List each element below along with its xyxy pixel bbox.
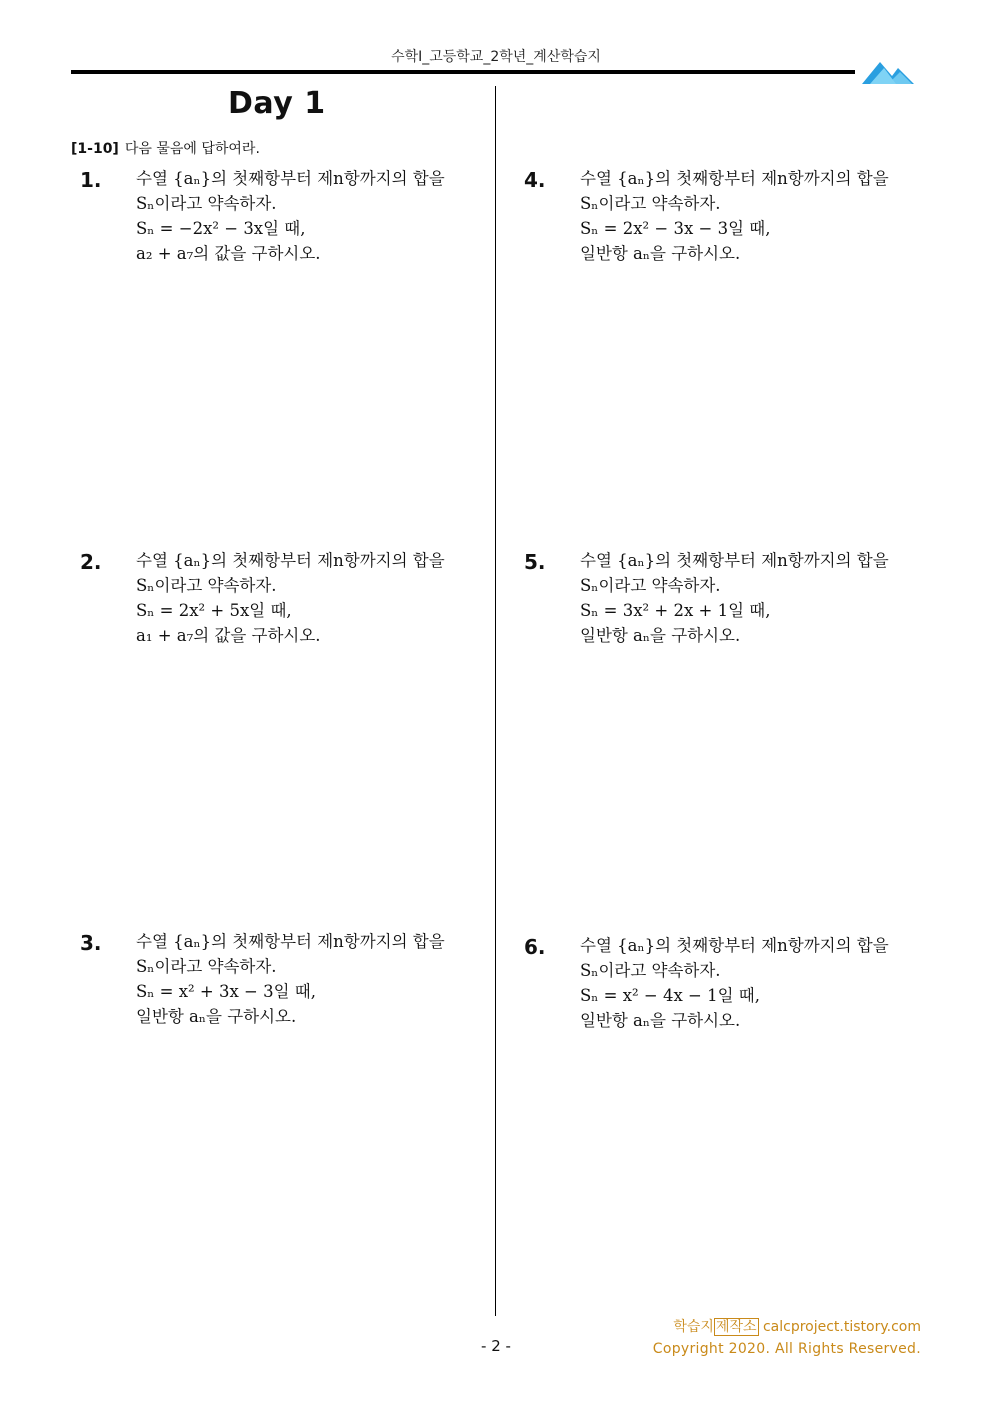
problem-number: 3. [80, 931, 102, 955]
problem-line: Sₙ = x² + 3x − 3일 때, [136, 982, 316, 1001]
problem-line: Sₙ이라고 약속하자. [136, 194, 277, 213]
problem-line: Sₙ = −2x² − 3x일 때, [136, 219, 306, 238]
footer-copyright: Copyright 2020. All Rights Reserved. [652, 1341, 921, 1357]
problem-line: Sₙ이라고 약속하자. [136, 576, 277, 595]
problem-line: Sₙ = x² − 4x − 1일 때, [580, 986, 760, 1005]
problem-line: 수열 {aₙ}의 첫째항부터 제n항까지의 합을 [580, 169, 889, 188]
problem-body [580, 933, 930, 1033]
problem-line: 수열 {aₙ}의 첫째항부터 제n항까지의 합을 [136, 169, 445, 188]
problem-number: 1. [80, 168, 102, 192]
column-divider [495, 86, 496, 1316]
problem-line: 수열 {aₙ}의 첫째항부터 제n항까지의 합을 [580, 551, 889, 570]
problem-body [136, 929, 486, 1029]
problem-body [136, 548, 486, 648]
problem-number: 6. [524, 935, 546, 959]
problem-line: 일반항 aₙ을 구하시오. [580, 244, 741, 263]
problem-line: 일반항 aₙ을 구하시오. [580, 626, 741, 645]
instruction [71, 138, 260, 158]
problem-number: 5. [524, 550, 546, 574]
problem-line: Sₙ이라고 약속하자. [580, 576, 721, 595]
header-rule [71, 70, 855, 74]
problem-line: Sₙ = 3x² + 2x + 1일 때, [580, 601, 771, 620]
mountain-logo-icon [862, 56, 914, 86]
problem-line: Sₙ = 2x² + 5x일 때, [136, 601, 292, 620]
footer-brand-prefix: 학습지 [673, 1319, 714, 1335]
day-title: Day 1 [228, 86, 326, 121]
footer-brand-boxed: 제작소 [715, 1319, 757, 1335]
problem-line: 수열 {aₙ}의 첫째항부터 제n항까지의 합을 [136, 932, 445, 951]
footer-brand [600, 1316, 921, 1336]
problem-line: a₁ + a₇의 값을 구하시오. [136, 626, 321, 645]
problem-line: 수열 {aₙ}의 첫째항부터 제n항까지의 합을 [136, 551, 445, 570]
instruction-range: [1-10] [71, 141, 119, 157]
header-title: 수학I_고등학교_2학년_계산학습지 [391, 49, 601, 65]
footer-url: calcproject.tistory.com [762, 1319, 921, 1335]
problem-body [136, 166, 486, 266]
problem-number: 4. [524, 168, 546, 192]
problem-line: Sₙ이라고 약속하자. [580, 961, 721, 980]
problem-line: a₂ + a₇의 값을 구하시오. [136, 244, 321, 263]
problem-body [580, 166, 930, 266]
instruction-text: 다음 물음에 답하여라. [124, 141, 260, 157]
problem-line: Sₙ이라고 약속하자. [136, 957, 277, 976]
problem-number: 2. [80, 550, 102, 574]
problem-body [580, 548, 930, 648]
problem-line: Sₙ = 2x² − 3x − 3일 때, [580, 219, 771, 238]
problem-line: 일반항 aₙ을 구하시오. [136, 1007, 297, 1026]
problem-line: Sₙ이라고 약속하자. [580, 194, 721, 213]
problem-line: 수열 {aₙ}의 첫째항부터 제n항까지의 합을 [580, 936, 889, 955]
problem-line: 일반항 aₙ을 구하시오. [580, 1011, 741, 1030]
page-number: - 2 - [481, 1337, 511, 1355]
